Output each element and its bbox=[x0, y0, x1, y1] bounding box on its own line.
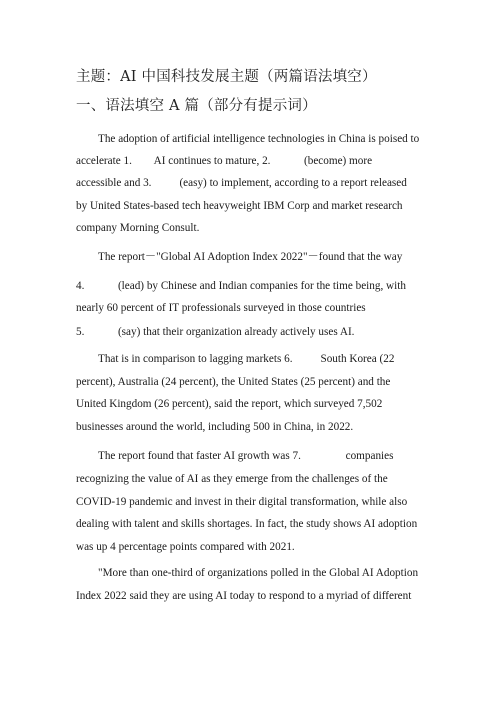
text-line: businesses around the world, including 500 in China, in 2022. bbox=[76, 421, 354, 433]
text-line: accessible and 3. (easy) to implement, according to a report released bbox=[76, 177, 407, 189]
text-line: was up 4 percentage points compared with 2021. bbox=[76, 541, 295, 553]
text-line: recognizing the value of AI as they emerge from the challenges of the bbox=[76, 473, 388, 485]
text-line: COVID-19 pandemic and invest in their digital transformation, while also bbox=[76, 496, 408, 508]
text-line: Index 2022 said they are using AI today to respond to a myriad of different bbox=[76, 590, 412, 602]
text-line: The report found that faster AI growth was 7. companies bbox=[98, 450, 394, 462]
section-heading: 一、语法填空 A 篇（部分有提示词） bbox=[76, 98, 317, 114]
text-line: company Morning Consult. bbox=[76, 222, 200, 234]
document-title: 主题：AI 中国科技发展主题（两篇语法填空） bbox=[76, 69, 377, 85]
text-line: accelerate 1. AI continues to mature, 2. (become) more bbox=[76, 155, 373, 167]
text-line: percent), Australia (24 percent), the United States (25 percent) and the bbox=[76, 376, 391, 388]
text-line: The adoption of artificial intelligence technologies in China is poised to bbox=[98, 133, 420, 145]
text-line: That is in comparison to lagging markets 6. South Korea (22 bbox=[98, 353, 395, 365]
text-line: nearly 60 percent of IT professionals surveyed in those countries bbox=[76, 302, 366, 314]
text-line: 4. (lead) by Chinese and Indian companies for the time being, with bbox=[76, 280, 406, 292]
text-line: The report－"Global AI Adoption Index 2022"－found that the way bbox=[98, 251, 403, 263]
text-line: 5. (say) that their organization already actively uses AI. bbox=[76, 326, 355, 338]
text-line: "More than one-third of organizations polled in the Global AI Adoption bbox=[98, 567, 419, 579]
text-line: United Kingdom (26 percent), said the report, which surveyed 7,502 bbox=[76, 398, 383, 410]
text-line: dealing with talent and skills shortages. In fact, the study shows AI adoption bbox=[76, 518, 418, 530]
text-line: by United States-based tech heavyweight IBM Corp and market research bbox=[76, 200, 403, 212]
